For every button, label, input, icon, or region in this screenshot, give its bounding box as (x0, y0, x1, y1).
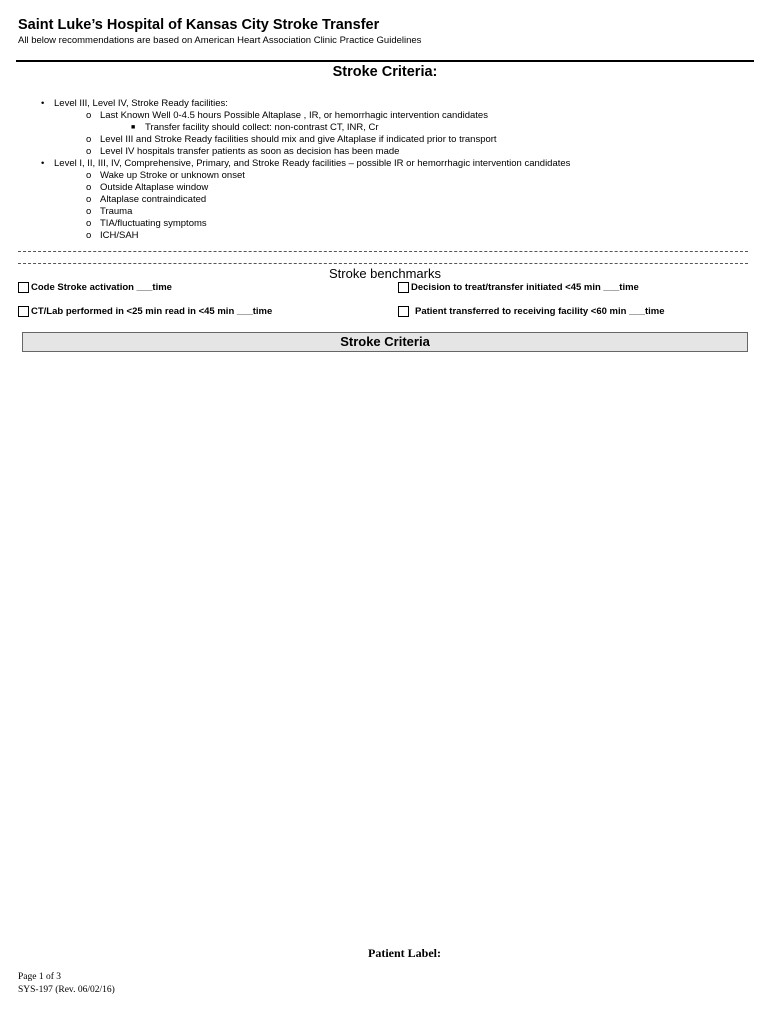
checkbox[interactable] (18, 306, 29, 317)
stroke-benchmarks-heading: Stroke benchmarks (329, 266, 441, 281)
bullet-icon: • (41, 98, 45, 109)
circle-bullet-icon: o (86, 146, 92, 157)
circle-bullet-icon: o (86, 170, 92, 181)
list-item: Wake up Stroke or unknown onset (100, 170, 245, 181)
benchmark-label: Patient transferred to receiving facility <60 min ___time (415, 306, 665, 317)
list-item: Last Known Well 0-4.5 hours Possible Altaplase , IR, or hemorrhagic intervention candidates (100, 110, 488, 121)
page-number: Page 1 of 3 (18, 972, 62, 982)
list-item: Trauma (100, 206, 133, 217)
document-title: Saint Luke’s Hospital of Kansas City Stroke Transfer (18, 17, 380, 33)
section-divider (18, 263, 748, 264)
checkbox[interactable] (18, 282, 29, 293)
list-item: TIA/fluctuating symptoms (100, 218, 207, 229)
benchmark-label: CT/Lab performed in <25 min read in <45 min ___time (31, 306, 273, 317)
checkbox[interactable] (398, 282, 409, 293)
list-item: Level IV hospitals transfer patients as soon as decision has been made (100, 146, 400, 157)
benchmark-ct-lab[interactable] (18, 306, 272, 317)
circle-bullet-icon: o (86, 218, 92, 229)
list-item: Level III and Stroke Ready facilities should mix and give Altaplase if indicated prior to transport (100, 134, 497, 145)
section-divider (18, 251, 748, 252)
list-item: Altaplase contraindicated (100, 194, 207, 205)
benchmark-label: Decision to treat/transfer initiated <45 min ___time (411, 282, 639, 293)
document-subtitle: All below recommendations are based on American Heart Association Clinic Practice Guidelines (18, 35, 422, 46)
circle-bullet-icon: o (86, 230, 92, 241)
stroke-criteria-section-header: Stroke Criteria (22, 332, 748, 352)
circle-bullet-icon: o (86, 110, 92, 121)
list-item: ICH/SAH (100, 230, 139, 241)
benchmark-label: Code Stroke activation ___time (31, 282, 172, 293)
bullet-icon: • (41, 158, 45, 169)
checkbox[interactable] (398, 306, 409, 317)
form-id: SYS-197 (Rev. 06/02/16) (18, 985, 115, 995)
benchmark-code-stroke[interactable] (18, 282, 172, 293)
stroke-criteria-heading: Stroke Criteria: (332, 64, 438, 80)
circle-bullet-icon: o (86, 206, 92, 217)
circle-bullet-icon: o (86, 194, 92, 205)
criteria-level-a-label: Level III, Level IV, Stroke Ready facilities: (54, 98, 228, 109)
criteria-level-b-label: Level I, II, III, IV, Comprehensive, Primary, and Stroke Ready facilities – possible IR or hemorrhagic intervention candidates (54, 158, 571, 169)
circle-bullet-icon: o (86, 182, 92, 193)
benchmark-transfer[interactable] (398, 306, 664, 317)
list-item: Outside Altaplase window (100, 182, 209, 193)
patient-label: Patient Label: (368, 946, 441, 960)
list-item: Transfer facility should collect: non-contrast CT, INR, Cr (145, 122, 379, 133)
square-bullet-icon: ■ (131, 124, 136, 131)
benchmark-decision[interactable] (398, 282, 639, 293)
header-divider (16, 60, 754, 62)
circle-bullet-icon: o (86, 134, 92, 145)
